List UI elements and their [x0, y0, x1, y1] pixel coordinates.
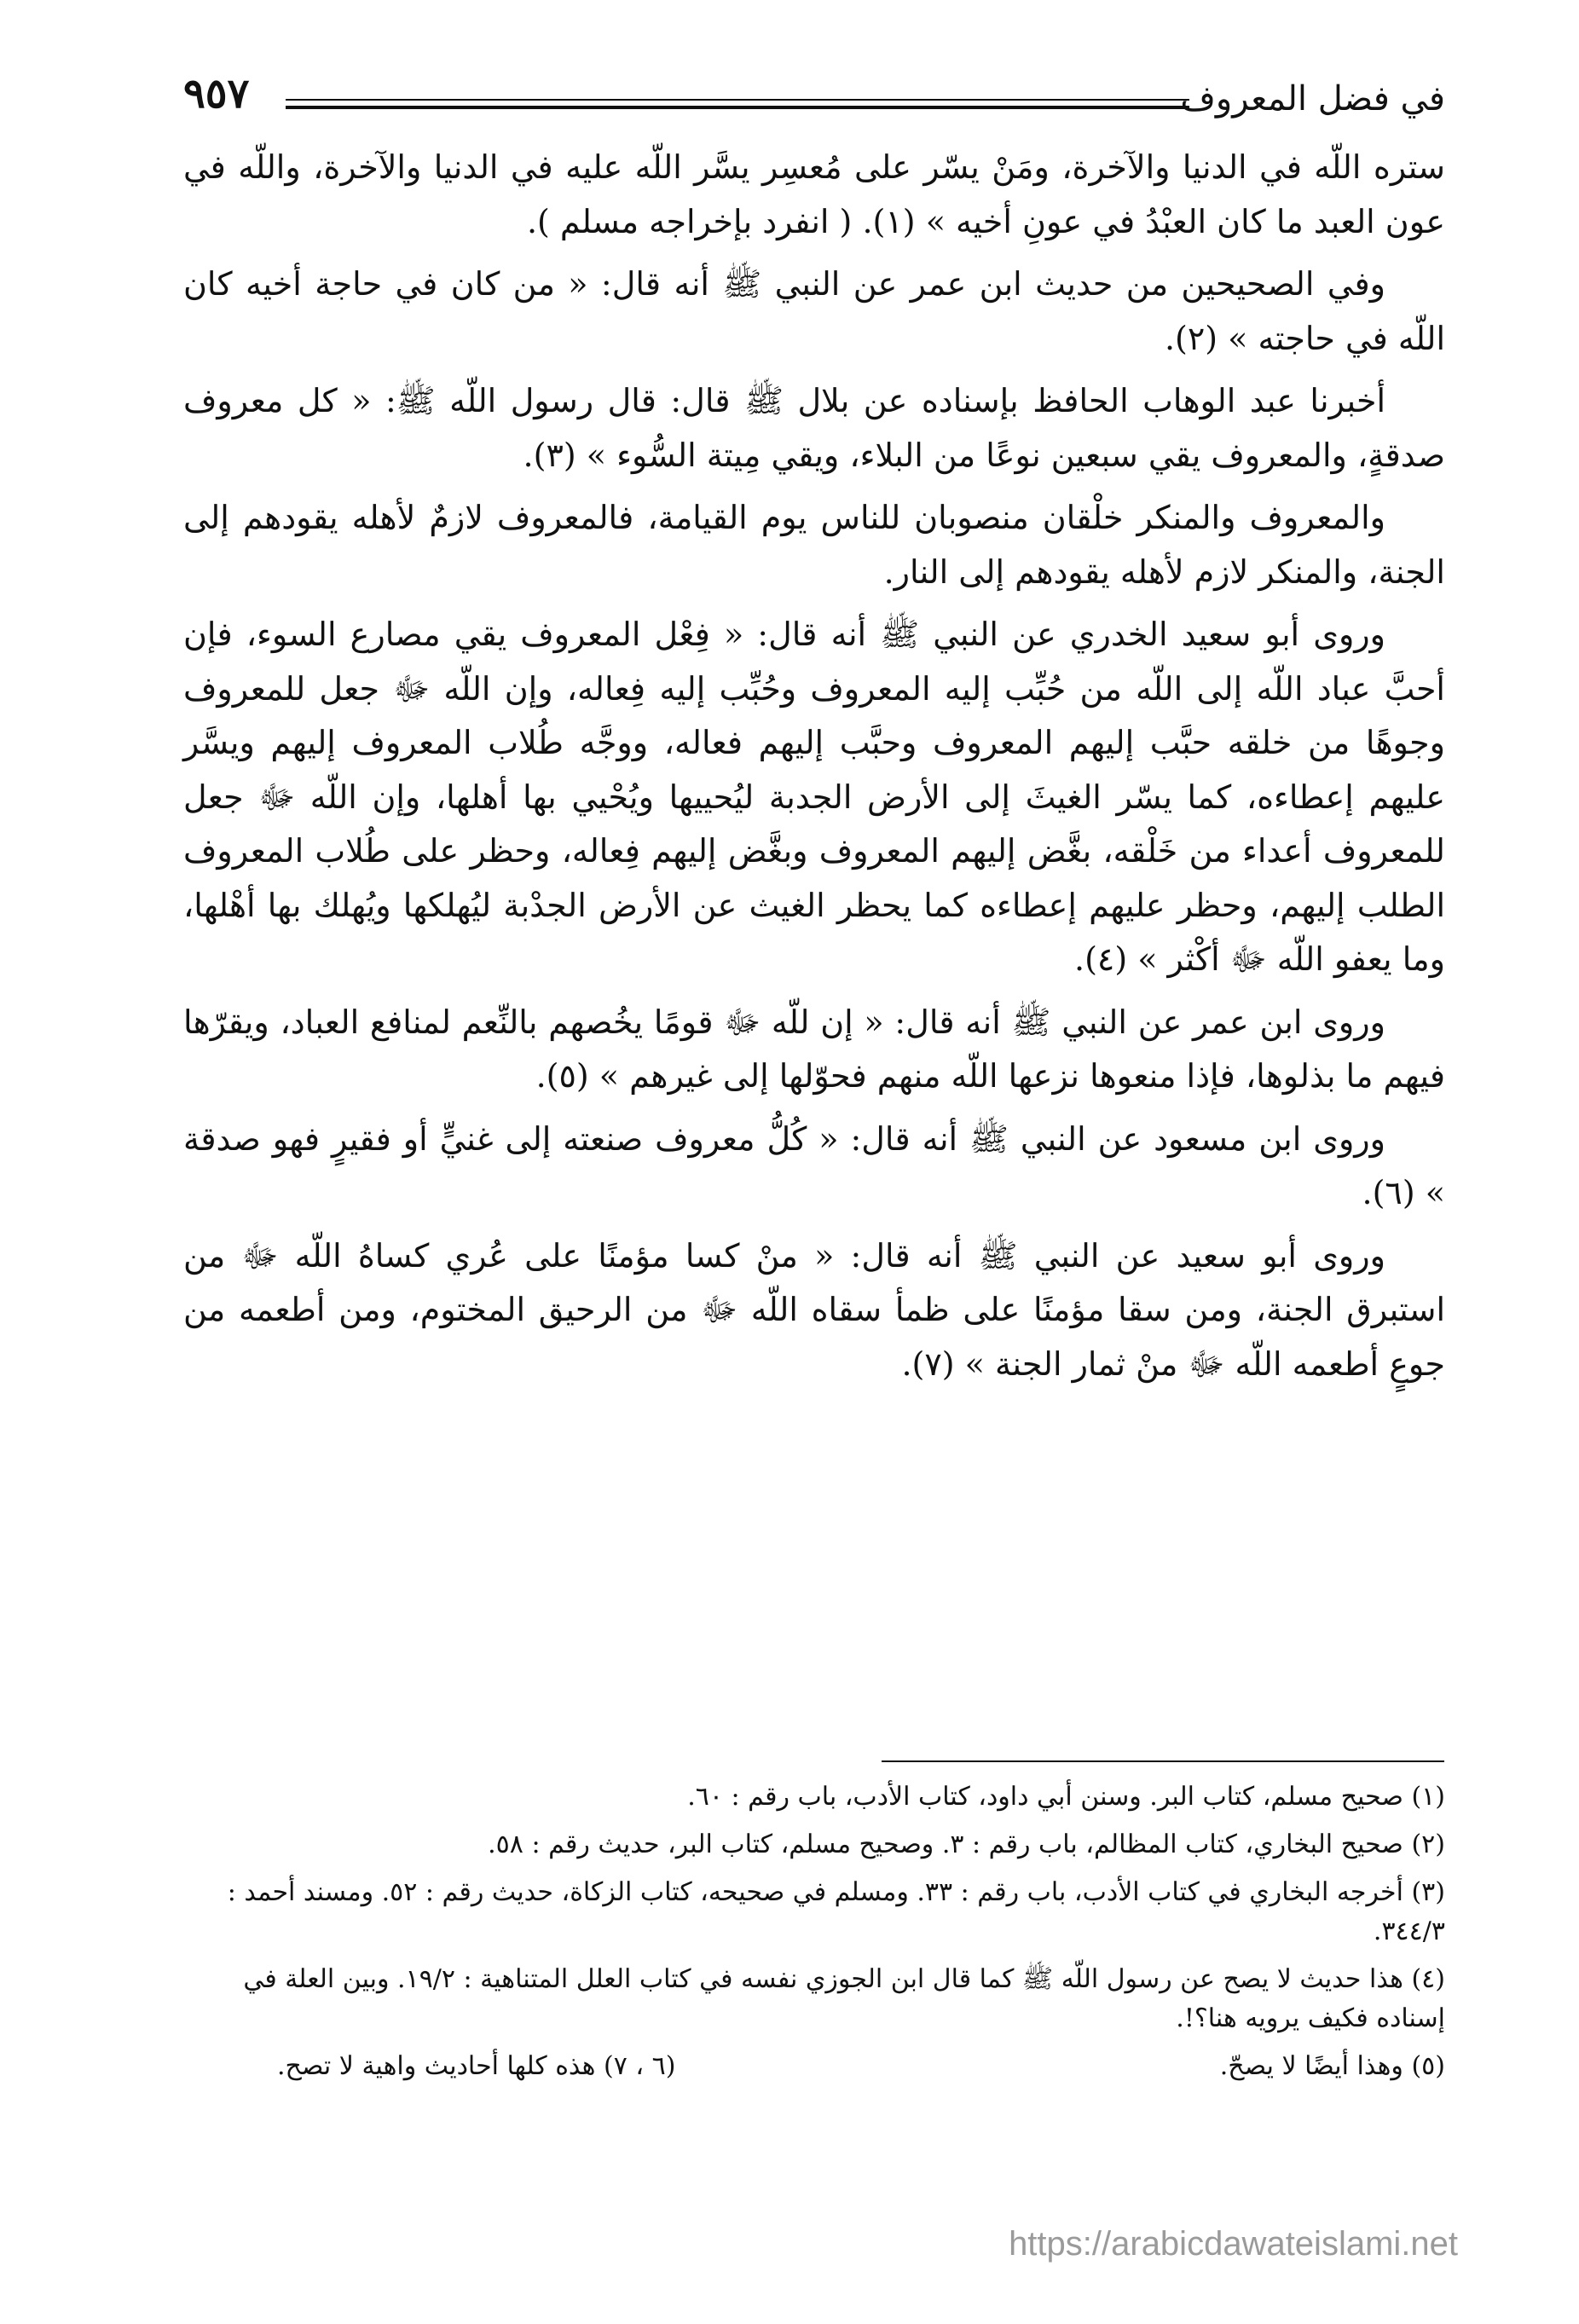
paragraph-2: وفي الصحيحين من حديث ابن عمر عن النبي ﷺ أنه قال: « من كان في حاجة أخيه كان اللّه في حاجته » (٢). — [183, 265, 1445, 357]
page-header — [183, 66, 1445, 135]
footnote-separator — [882, 1760, 1444, 1762]
paragraph-3: أخبرنا عبد الوهاب الحافظ بإسناده عن بلال ﷺ قال: قال رسول اللّه ﷺ: « كل معروف صدقةٍ، والمعروف يقي سبعين نوعًا من البلاء، ويقي مِيتة السُّوء » (٣). — [183, 382, 1445, 474]
paragraph-4: والمعروف والمنكر خلْقان منصوبان للناس يوم القيامة، فالمعروف لازمٌ لأهله يقودهم إلى الجنة، والمنكر لازم لأهله يقودهم إلى النار. — [183, 499, 1445, 591]
footnote-5: (٥) وهذا أيضًا لا يصحّ. — [1219, 2051, 1445, 2081]
paragraph-5: وروى أبو سعيد الخدري عن النبي ﷺ أنه قال: « فِعْل المعروف يقي مصارع السوء، فإن أحبَّ عباد اللّه إلى اللّه من حُبِّب إليه المعروف وحُبِّب إليه فِعاله، وإن اللّه ﷻ جعل للمعروف وجوهًا من خلقه حبَّب إليهم المعروف وحبَّب إليهم فعاله، ووجَّه طُلاب المعروف إليهم ويسَّر عليهم إعطاءه، كما يسّر الغيثَ إلى الأرض الجدبة ليُحييها ويُحْيي بها أهلها، وإن اللّه ﷻ جعل للمعروف أعداء من خَلْقه، بغَّض إليهم المعروف وبغَّض إليهم فِعاله، وحظر على طُلاب المعروف الطلب إليهم، وحظر عليهم إعطاءه كما يحظر الغيث عن الأرض الجدْبة ليُهلكها ويُهلك بها أهْلها، وما يعفو اللّه ﷻ أكْثر » (٤). — [183, 616, 1445, 978]
source-watermark: https://arabicdawateislami.net — [1009, 2225, 1458, 2263]
paragraph-6: وروى ابن عمر عن النبي ﷺ أنه قال: « إن للّه ﷻ قومًا يخُصهم بالنِّعم لمنافع العباد، ويقرّها فيهم ما بذلوها، فإذا منعوها نزعها اللّه منهم فحوّلها إلى غيرهم » (٥). — [183, 1003, 1445, 1095]
header-rule-thick — [286, 106, 1189, 109]
main-text — [183, 141, 1445, 1400]
page-number: ٩٥٧ — [183, 70, 250, 118]
footnote-6-7: (٦ ، ٧) هذه كلها أحاديث واهية لا تصح. — [277, 2051, 676, 2081]
footnote-1: (١) صحيح مسلم، كتاب البر. وسنن أبي داود، كتاب الأدب، باب رقم : ٦٠. — [687, 1782, 1445, 1812]
footnote-2: (٢) صحيح البخاري، كتاب المظالم، باب رقم : ٣. وصحيح مسلم، كتاب البر، حديث رقم : ٥٨. — [488, 1830, 1445, 1859]
footnotes — [183, 1778, 1445, 2086]
running-title: في فضل المعروف — [1180, 79, 1445, 119]
header-rule — [286, 99, 1189, 101]
paragraph-7: وروى ابن مسعود عن النبي ﷺ أنه قال: « كُلُّ معروف صنعته إلى غنيٍّ أو فقيرٍ فهو صدقة » (٦). — [183, 1119, 1445, 1211]
footnote-3: (٣) أخرجه البخاري في كتاب الأدب، باب رقم : ٣٣. ومسلم في صحيحه، كتاب الزكاة، حديث رقم : ٥٢. ومسند أحمد : ٣٤٤/٣. — [227, 1877, 1445, 1946]
footnote-row-5-67 — [183, 2047, 1445, 2086]
paragraph-1: ستره اللّه في الدنيا والآخرة، ومَنْ يسّر على مُعسِر يسَّر اللّه عليه في الدنيا والآخرة، واللّه في عون العبد ما كان العبْدُ في عونِ أخيه » (١). ( انفرد بإخراجه مسلم ). — [183, 148, 1445, 240]
paragraph-8: وروى أبو سعيد عن النبي ﷺ أنه قال: « منْ كسا مؤمنًا على عُري كساهُ اللّه ﷻ من استبرق الجنة، ومن سقا مؤمنًا على ظمأ سقاه اللّه ﷻ من الرحيق المختوم، ومن أطعمه من جوعٍ أطعمه اللّه ﷻ منْ ثمار الجنة » (٧). — [183, 1236, 1445, 1383]
footnote-4: (٤) هذا حديث لا يصح عن رسول اللّه ﷺ كما قال ابن الجوزي نفسه في كتاب العلل المتناهية : ١٩/٢. وبين العلة في إسناده فكيف يرويه هنا؟!. — [243, 1964, 1445, 2033]
